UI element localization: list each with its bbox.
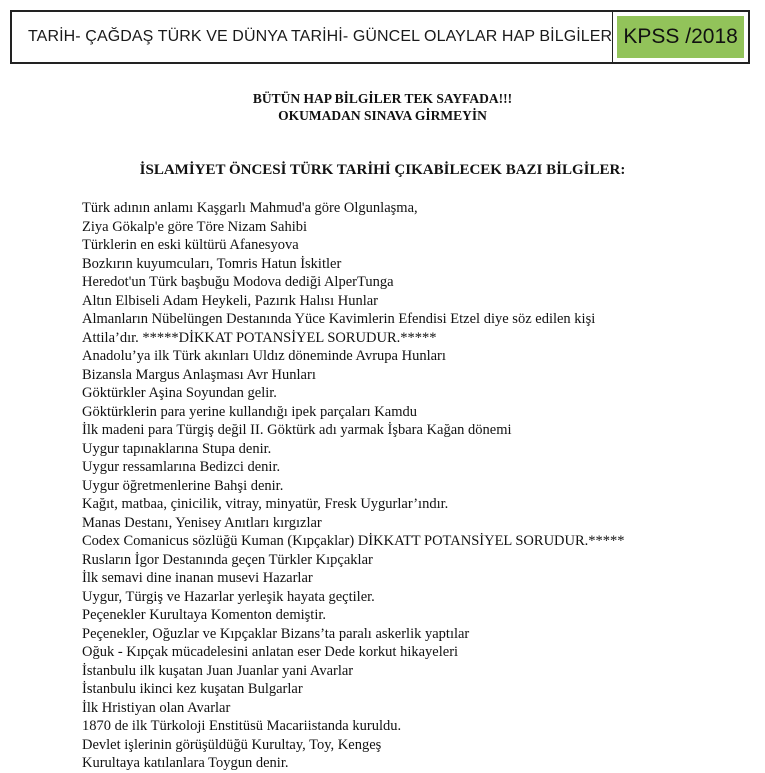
list-item: Türk adının anlamı Kaşgarlı Mahmud'a göre Olgunlaşma, bbox=[82, 200, 418, 216]
list-item: Uygur öğretmenlerine Bahşi denir. bbox=[82, 477, 284, 494]
header-title: TARİH- ÇAĞDAŞ TÜRK VE DÜNYA TARİHİ- GÜNCEL OLAYLAR HAP BİLGİLER bbox=[28, 28, 613, 45]
list-item: Codex Comanicus sözlüğü Kuman (Kıpçaklar) DİKKATT POTANSİYEL SORUDUR.***** bbox=[82, 533, 625, 549]
list-item: Uygur ressamlarına Bedizci denir. bbox=[82, 459, 281, 475]
list-item: 1870 de ilk Türkoloji Enstitüsü Macariistanda kuruldu. bbox=[82, 718, 402, 734]
list-item: İstanbulu ikinci kez kuşatan Bulgarlar bbox=[82, 681, 303, 697]
list-item: İlk madeni para Türgiş değil II. Göktürk adı yarmak İşbara Kağan dönemi bbox=[82, 422, 512, 438]
list-item: Altın Elbiseli Adam Heykeli, Pazırık Halısı Hunlar bbox=[82, 292, 378, 309]
list-item: Peçenekler Kurultaya Komenton demiştir. bbox=[82, 607, 327, 623]
list-item: İlk Hristiyan olan Avarlar bbox=[82, 699, 231, 716]
list-item: Rusların İgor Destanında geçen Türkler Kıpçaklar bbox=[82, 551, 373, 568]
list-item: İlk semavi dine inanan musevi Hazarlar bbox=[82, 570, 313, 586]
list-item: Anadolu’ya ilk Türk akınları Uldız döneminde Avrupa Hunları bbox=[82, 348, 446, 364]
list-item: Devlet işlerinin görüşüldüğü Kurultay, Toy, Kengeş bbox=[82, 736, 382, 753]
list-item: Bozkırın kuyumcuları, Tomris Hatun İskitler bbox=[82, 255, 342, 272]
header-box bbox=[10, 10, 750, 64]
list-item: Peçenekler, Oğuzlar ve Kıpçaklar Bizans’ta paralı askerlik yaptılar bbox=[82, 625, 470, 642]
list-item: Kurultaya katılanlara Toygun denir. bbox=[82, 755, 289, 771]
list-item: Almanların Nübelüngen Destanında Yüce Kavimlerin Efendisi Etzel diye söz edilen kişi bbox=[82, 311, 596, 327]
list-item: Uygur, Türgiş ve Hazarlar yerleşik hayata geçtiler. bbox=[82, 588, 375, 605]
list-item: Göktürkler Aşina Soyundan gelir. bbox=[82, 385, 277, 401]
facts-list bbox=[82, 199, 625, 773]
list-item: Heredot'un Türk başbuğu Modova dediği AlperTunga bbox=[82, 274, 394, 290]
exam-badge bbox=[617, 16, 744, 58]
list-item: İstanbulu ilk kuşatan Juan Juanlar yani Avarlar bbox=[82, 662, 354, 679]
exam-badge-label: KPSS /2018 bbox=[623, 25, 738, 48]
list-item: Ziya Gökalp'e göre Töre Nizam Sahibi bbox=[82, 218, 308, 235]
intro-line-2: OKUMADAN SINAVA GİRMEYİN bbox=[278, 108, 487, 123]
list-item: Kağıt, matbaa, çinicilik, vitray, minyatür, Fresk Uygurlar’ındır. bbox=[82, 496, 449, 512]
list-item: Türklerin en eski kültürü Afanesyova bbox=[82, 237, 299, 253]
list-item: Attila’dır. *****DİKKAT POTANSİYEL SORUDUR.***** bbox=[82, 329, 437, 346]
list-item: Göktürklerin para yerine kullandığı ipek parçaları Kamdu bbox=[82, 403, 417, 420]
list-item: Oğuk - Kıpçak mücadelesini anlatan eser Dede korkut hikayeleri bbox=[82, 644, 459, 660]
list-item: Bizansla Margus Anlaşması Avr Hunları bbox=[82, 366, 316, 383]
list-item: Uygur tapınaklarına Stupa denir. bbox=[82, 440, 272, 457]
header-title-cell bbox=[12, 12, 613, 62]
list-item: Manas Destanı, Yenisey Anıtları kırgızlar bbox=[82, 514, 322, 531]
section-title: İSLAMİYET ÖNCESİ TÜRK TARİHİ ÇIKABİLECEK BAZI BİLGİLER: bbox=[139, 162, 626, 178]
intro-line-1: BÜTÜN HAP BİLGİLER TEK SAYFADA!!! bbox=[252, 91, 513, 106]
